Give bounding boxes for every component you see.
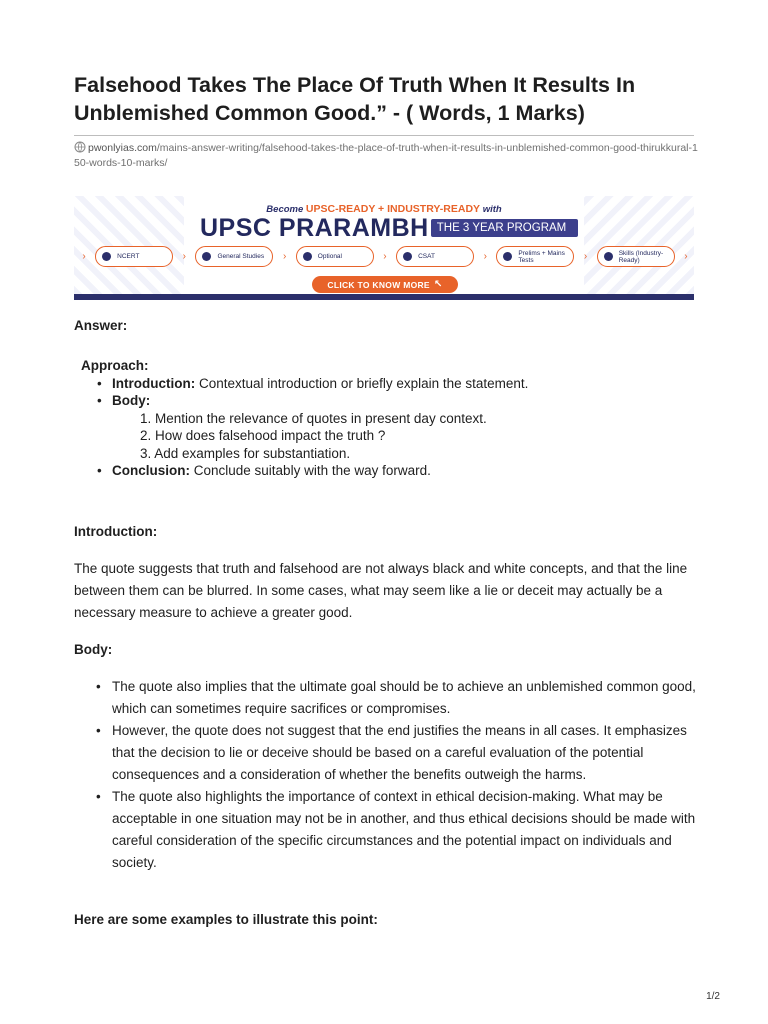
- person-icon: [202, 252, 211, 261]
- approach-heading: Approach:: [81, 358, 149, 373]
- promo-banner[interactable]: [74, 196, 694, 300]
- page-number: 1/2: [706, 991, 720, 1002]
- clipboard-icon: [503, 252, 512, 261]
- title-divider: [74, 135, 694, 136]
- chevron-right-icon: ›: [82, 251, 86, 262]
- answer-label: Answer:: [74, 318, 128, 333]
- chevron-right-icon: ›: [583, 251, 588, 262]
- banner-chips: [80, 246, 690, 267]
- chip-skills[interactable]: Skills (Industry-Ready): [597, 246, 675, 267]
- banner-tagline: Become UPSC-READY + INDUSTRY-READY with: [266, 203, 502, 215]
- source-url[interactable]: [74, 141, 699, 171]
- chevron-right-icon: ›: [182, 251, 186, 262]
- paw-icon: [303, 252, 312, 261]
- approach-list: [74, 375, 699, 480]
- examples-heading: Here are some examples to illustrate this point:: [74, 912, 378, 927]
- chip-ncert[interactable]: NCERT: [95, 246, 173, 267]
- chip-optional[interactable]: Optional: [296, 246, 374, 267]
- banner-tagline-highlight: UPSC-READY + INDUSTRY-READY: [305, 203, 481, 215]
- source-domain[interactable]: pwonlyias.com: [88, 142, 157, 154]
- cursor-icon: ↖: [433, 279, 443, 290]
- chip-tests[interactable]: Prelims + Mains Tests: [496, 246, 574, 267]
- list-item: • Introduction: Contextual introduction or briefly explain the statement.: [74, 375, 699, 393]
- page-title: Falsehood Takes The Place Of Truth When It Results In Unblemished Common Good.” - ( Words, 1 Marks): [74, 73, 636, 125]
- list-item: • However, the quote does not suggest that the end justifies the means in all cases. It emphasizes that the decision to lie or deceive should be based on a careful evaluation of the potential consequences and a consideration of whether the benefits outweigh the harms.: [74, 720, 698, 786]
- list-item: 3. Add examples for substantiation.: [140, 445, 351, 461]
- chevron-right-icon: ›: [684, 251, 688, 262]
- approach-section: [74, 357, 699, 480]
- body-heading: Body:: [74, 642, 113, 657]
- banner-program-tag: THE 3 YEAR PROGRAM: [431, 219, 579, 237]
- banner-program-name: UPSC PRARAMBH: [200, 213, 429, 242]
- list-item: • Body: 1. Mention the relevance of quotes in present day context. 2. How does falsehood impact the truth ? 3. Add examples for substantiation.: [74, 392, 699, 462]
- body-steps: [74, 410, 699, 463]
- list-item: 1. Mention the relevance of quotes in present day context.: [140, 410, 487, 426]
- bulb-icon: [604, 252, 613, 261]
- body-points: [74, 676, 698, 874]
- list-item: • The quote also implies that the ultimate goal should be to achieve an unblemished common good, which can sometimes require sacrifices or compromises.: [74, 676, 698, 720]
- source-path[interactable]: /mains-answer-writing/falsehood-takes-the-place-of-truth-when-it-results-in-unblemished-common-good-thirukkural-150-words-10-marks/: [74, 142, 698, 169]
- list-item: 2. How does falsehood impact the truth ?: [140, 428, 386, 443]
- chip-general-studies[interactable]: General Studies: [195, 246, 273, 267]
- globe-icon: [74, 141, 86, 153]
- know-more-button[interactable]: CLICK TO KNOW MORE ↖: [312, 276, 458, 293]
- chip-csat[interactable]: CSAT: [396, 246, 474, 267]
- list-item: • The quote also highlights the importance of context in ethical decision-making. What may be acceptable in one situation may not be in another, and thus ethical decisions should be made with careful consideration of the specific circumstances and the potential impact on individuals and society.: [74, 786, 698, 874]
- introduction-heading: Introduction:: [74, 524, 158, 539]
- grid-icon: [403, 252, 412, 261]
- introduction-text: The quote suggests that truth and falsehood are not always black and white concepts, and that the line between them can be blurred. In some cases, what may seem like a lie or deceit may actually be a necessary measure to achieve a greater good.: [74, 561, 688, 620]
- chevron-right-icon: ›: [282, 251, 287, 262]
- chevron-right-icon: ›: [383, 251, 387, 262]
- chevron-right-icon: ›: [483, 251, 487, 262]
- list-item: • Conclusion: Conclude suitably with the way forward.: [74, 462, 699, 480]
- banner-headline: [200, 215, 578, 241]
- book-icon: [102, 252, 111, 261]
